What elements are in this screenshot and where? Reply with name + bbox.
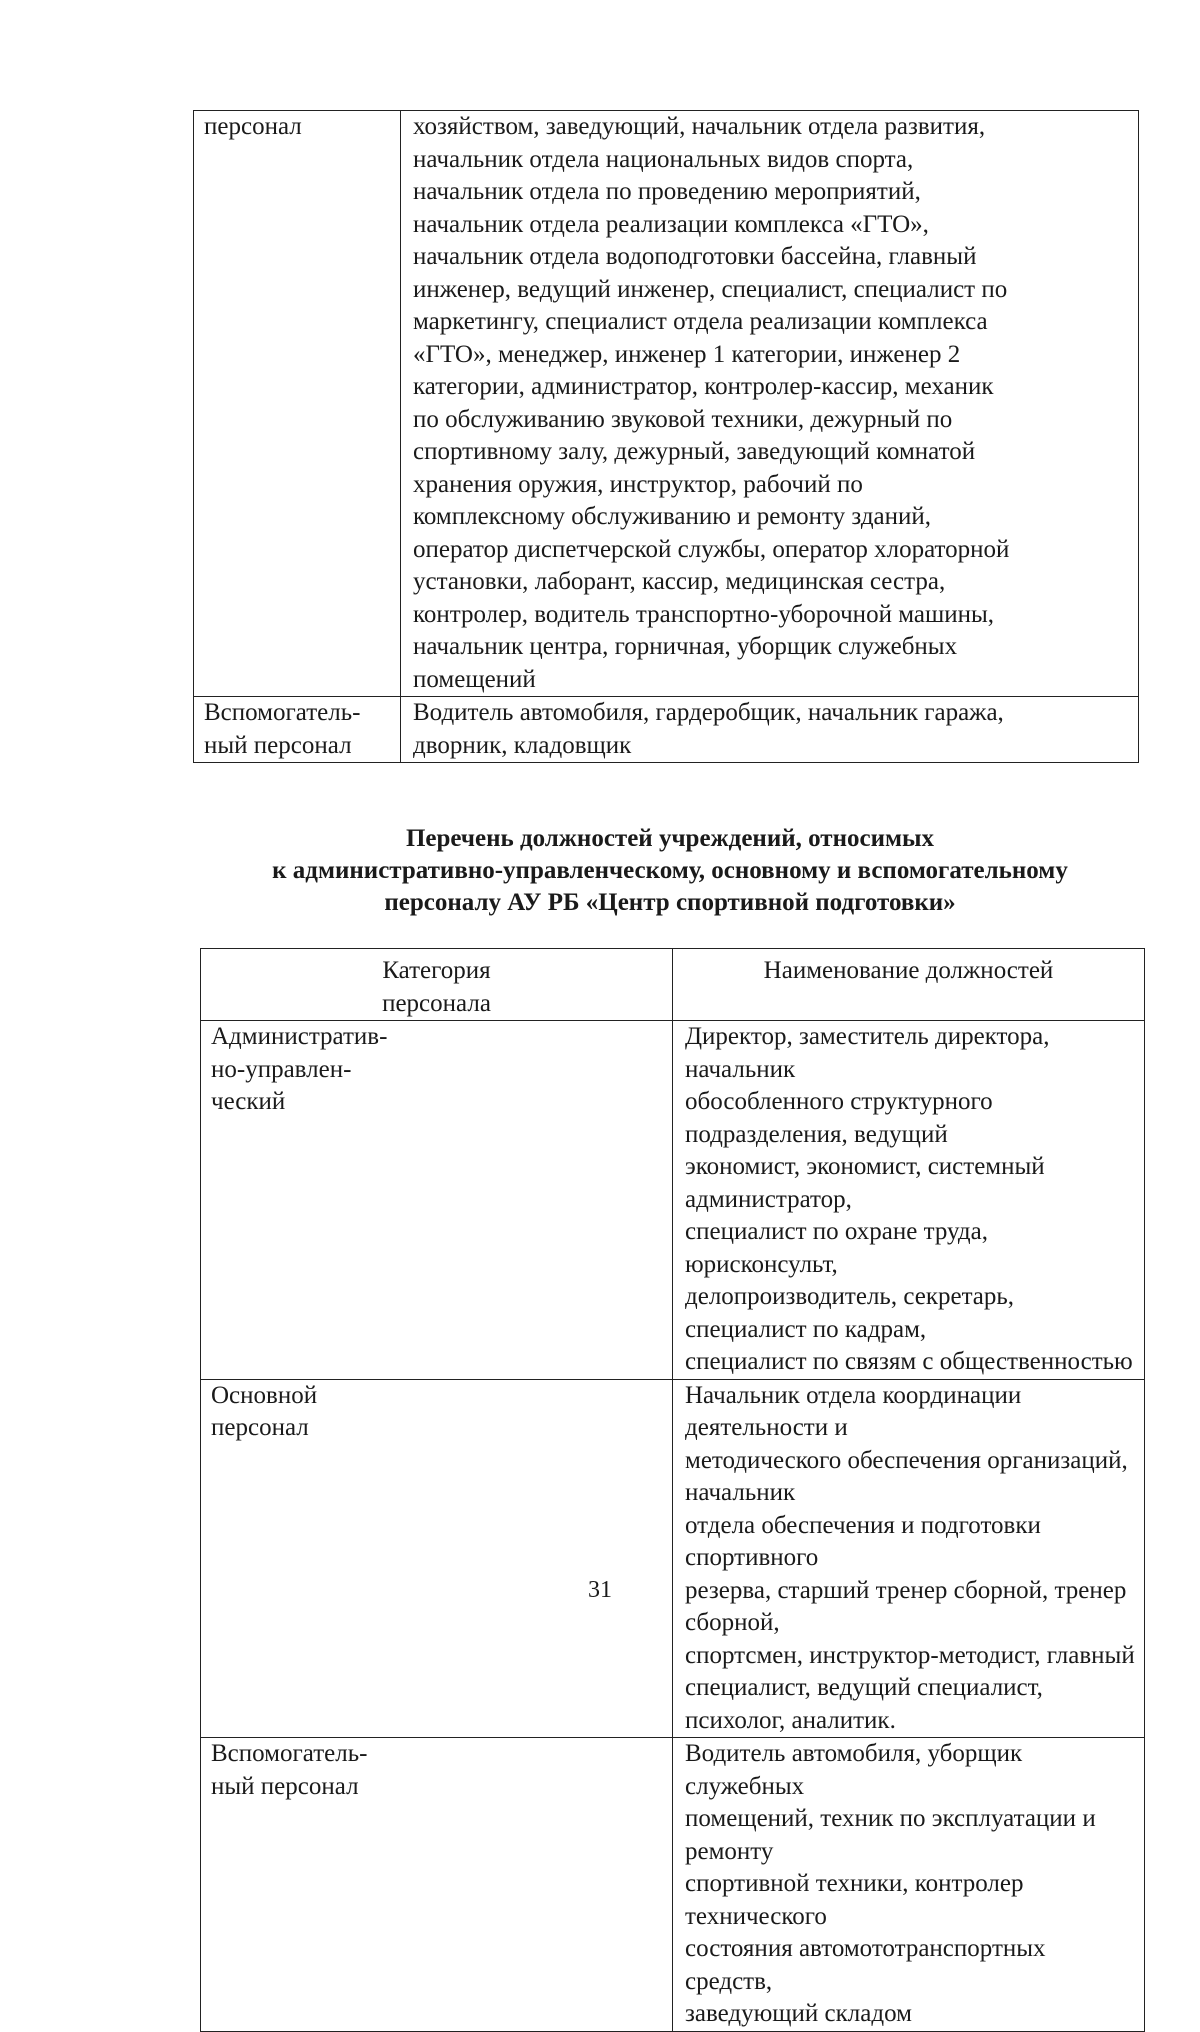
category-cell: Административ- но-управлен- ческий <box>201 1021 673 1380</box>
table-row <box>201 1021 1145 1380</box>
category-cell: Основной персонал <box>201 1379 673 1738</box>
category-cell: Вспомогатель- ный персонал <box>194 697 401 763</box>
table-row <box>194 111 1139 697</box>
column-header-category: Категория персонала <box>201 949 673 1021</box>
positions-cell: Начальник отдела координации деятельности и методического обеспечения организаций, начальник отдела обеспечения и подготовки спортивного резерва, старший тренер сборной, тренер сборной, спортсмен, инструктор-методист, главный специалист, ведущий специалист, психолог, аналитик. <box>673 1379 1145 1738</box>
category-cell: Вспомогатель- ный персонал <box>201 1738 673 2032</box>
page-number: 31 <box>588 1577 612 1603</box>
positions-table <box>200 948 1145 2032</box>
positions-cell: Водитель автомобиля, уборщик служебных помещений, техник по эксплуатации и ремонту спортивной техники, контролер технического состояния автомототранспортных средств, заведующий складом <box>673 1738 1145 2032</box>
table-row <box>201 1379 1145 1738</box>
positions-cell: Водитель автомобиля, гардеробщик, начальник гаража, дворник, кладовщик <box>401 697 1139 763</box>
positions-cell: Директор, заместитель директора, начальник обособленного структурного подразделения, ведущий экономист, экономист, системный администратор, специалист по охране труда, юрисконсульт, делопроизводитель, секретарь, специалист по кадрам, специалист по связям с общественностью <box>673 1021 1145 1380</box>
positions-table-continued <box>193 110 1139 763</box>
table-header-row <box>201 949 1145 1021</box>
section-heading: Перечень должностей учреждений, относимых к административно-управленческому, основному и вспомогательному персоналу АУ РБ «Центр спортивной подготовки» <box>272 825 1068 916</box>
category-cell: персонал <box>194 111 401 697</box>
table-row <box>201 1738 1145 2032</box>
column-header-positions: Наименование должностей <box>673 949 1145 1021</box>
table-row <box>194 697 1139 763</box>
positions-cell: хозяйством, заведующий, начальник отдела развития, начальник отдела национальных видов спорта, начальник отдела по проведению мероприятий, начальник отдела реализации комплекса «ГТО», начальник отдела водоподготовки бассейна, главный инженер, ведущий инженер, специалист, специалист по маркетингу, специалист отдела реализации комплекса «ГТО», менеджер, инженер 1 категории, инженер 2 категории, администратор, контролер-кассир, механик по обслуживанию звуковой техники, дежурный по спортивному залу, дежурный, заведующий комнатой хранения оружия, инструктор, рабочий по комплексному обслуживанию и ремонту зданий, оператор диспетчерской службы, оператор хлораторной установки, лаборант, кассир, медицинская сестра, контролер, водитель транспортно-уборочной машины, начальник центра, горничная, уборщик служебных помещений <box>401 111 1139 697</box>
